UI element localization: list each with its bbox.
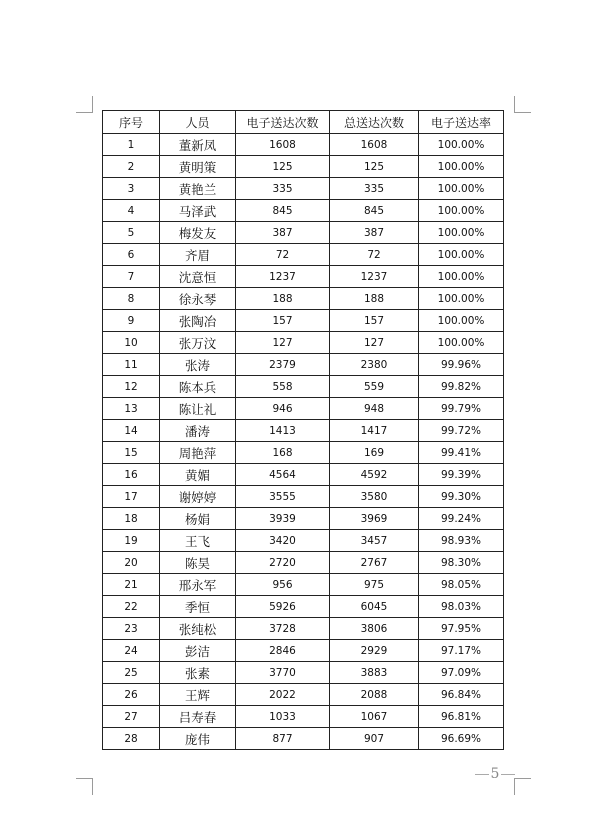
table-row: [103, 310, 504, 332]
table-row: [103, 530, 504, 552]
cell-person: 张素: [160, 662, 236, 684]
cell-total-count: 559: [330, 376, 419, 398]
table-row: [103, 640, 504, 662]
cell-electronic-count: 3555: [236, 486, 330, 508]
cell-total-count: 125: [330, 156, 419, 178]
cell-total-count: 72: [330, 244, 419, 266]
cell-total-count: 3580: [330, 486, 419, 508]
table-row: [103, 574, 504, 596]
cell-electronic-count: 72: [236, 244, 330, 266]
cell-electronic-count: 2846: [236, 640, 330, 662]
cell-index: 13: [103, 398, 160, 420]
cell-electronic-rate: 99.39%: [419, 464, 504, 486]
cell-total-count: 845: [330, 200, 419, 222]
cell-index: 6: [103, 244, 160, 266]
cell-electronic-count: 1237: [236, 266, 330, 288]
cell-electronic-rate: 97.17%: [419, 640, 504, 662]
cell-index: 22: [103, 596, 160, 618]
table-row: [103, 618, 504, 640]
header-total-count: 总送达次数: [330, 111, 419, 134]
cell-electronic-count: 877: [236, 728, 330, 750]
cell-person: 庞伟: [160, 728, 236, 750]
cell-total-count: 2088: [330, 684, 419, 706]
cell-electronic-count: 956: [236, 574, 330, 596]
table-row: [103, 684, 504, 706]
cell-electronic-rate: 96.81%: [419, 706, 504, 728]
cell-total-count: 3806: [330, 618, 419, 640]
cell-total-count: 1608: [330, 134, 419, 156]
cell-index: 12: [103, 376, 160, 398]
table-row: [103, 134, 504, 156]
table-row: [103, 486, 504, 508]
cell-person: 陈昊: [160, 552, 236, 574]
cell-electronic-count: 4564: [236, 464, 330, 486]
cell-index: 18: [103, 508, 160, 530]
cell-index: 1: [103, 134, 160, 156]
cell-person: 沈意恒: [160, 266, 236, 288]
cell-person: 陈让礼: [160, 398, 236, 420]
table-row: [103, 420, 504, 442]
table-row: [103, 178, 504, 200]
cell-electronic-count: 2720: [236, 552, 330, 574]
cell-person: 张涛: [160, 354, 236, 376]
cell-index: 5: [103, 222, 160, 244]
table-row: [103, 156, 504, 178]
cell-person: 杨娟: [160, 508, 236, 530]
header-electronic-count: 电子送达次数: [236, 111, 330, 134]
cell-electronic-rate: 99.82%: [419, 376, 504, 398]
cell-index: 23: [103, 618, 160, 640]
cell-total-count: 2767: [330, 552, 419, 574]
cell-electronic-count: 188: [236, 288, 330, 310]
cell-index: 11: [103, 354, 160, 376]
crop-mark-top-left: [76, 96, 93, 113]
cell-person: 董新凤: [160, 134, 236, 156]
cell-person: 彭洁: [160, 640, 236, 662]
cell-total-count: 2929: [330, 640, 419, 662]
cell-person: 邢永军: [160, 574, 236, 596]
cell-electronic-count: 845: [236, 200, 330, 222]
table-body: [103, 134, 504, 750]
cell-total-count: 975: [330, 574, 419, 596]
cell-electronic-rate: 96.69%: [419, 728, 504, 750]
table-row: [103, 442, 504, 464]
crop-mark-top-right: [514, 96, 531, 113]
cell-person: 齐眉: [160, 244, 236, 266]
cell-electronic-rate: 99.24%: [419, 508, 504, 530]
cell-person: 黄艳兰: [160, 178, 236, 200]
cell-person: 王辉: [160, 684, 236, 706]
cell-index: 25: [103, 662, 160, 684]
cell-electronic-count: 2379: [236, 354, 330, 376]
table-row: [103, 398, 504, 420]
cell-electronic-rate: 96.84%: [419, 684, 504, 706]
cell-index: 16: [103, 464, 160, 486]
table-row: [103, 332, 504, 354]
table-row: [103, 508, 504, 530]
cell-electronic-count: 3770: [236, 662, 330, 684]
cell-electronic-rate: 97.95%: [419, 618, 504, 640]
cell-person: 黄明策: [160, 156, 236, 178]
table-row: [103, 464, 504, 486]
cell-total-count: 907: [330, 728, 419, 750]
cell-total-count: 6045: [330, 596, 419, 618]
cell-electronic-count: 3728: [236, 618, 330, 640]
cell-person: 张万汶: [160, 332, 236, 354]
cell-electronic-count: 127: [236, 332, 330, 354]
cell-person: 徐永琴: [160, 288, 236, 310]
cell-electronic-rate: 99.79%: [419, 398, 504, 420]
cell-person: 王飞: [160, 530, 236, 552]
cell-person: 吕寿春: [160, 706, 236, 728]
table-row: [103, 244, 504, 266]
cell-electronic-rate: 98.30%: [419, 552, 504, 574]
cell-electronic-rate: 100.00%: [419, 288, 504, 310]
cell-electronic-rate: 100.00%: [419, 244, 504, 266]
cell-person: 潘涛: [160, 420, 236, 442]
table-header-row: [103, 111, 504, 134]
cell-index: 2: [103, 156, 160, 178]
cell-index: 24: [103, 640, 160, 662]
cell-index: 14: [103, 420, 160, 442]
cell-person: 季恒: [160, 596, 236, 618]
cell-index: 17: [103, 486, 160, 508]
cell-electronic-count: 1608: [236, 134, 330, 156]
cell-person: 黄媚: [160, 464, 236, 486]
cell-person: 梅发友: [160, 222, 236, 244]
cell-electronic-rate: 98.03%: [419, 596, 504, 618]
cell-index: 19: [103, 530, 160, 552]
header-electronic-rate: 电子送达率: [419, 111, 504, 134]
cell-total-count: 2380: [330, 354, 419, 376]
cell-electronic-rate: 100.00%: [419, 266, 504, 288]
cell-index: 8: [103, 288, 160, 310]
cell-electronic-rate: 100.00%: [419, 332, 504, 354]
cell-electronic-rate: 99.30%: [419, 486, 504, 508]
cell-person: 周艳萍: [160, 442, 236, 464]
table-row: [103, 288, 504, 310]
cell-person: 张陶冶: [160, 310, 236, 332]
cell-total-count: 335: [330, 178, 419, 200]
cell-total-count: 3969: [330, 508, 419, 530]
cell-index: 28: [103, 728, 160, 750]
cell-electronic-count: 5926: [236, 596, 330, 618]
cell-total-count: 169: [330, 442, 419, 464]
cell-electronic-rate: 100.00%: [419, 134, 504, 156]
cell-index: 20: [103, 552, 160, 574]
cell-electronic-count: 125: [236, 156, 330, 178]
cell-electronic-count: 3420: [236, 530, 330, 552]
page-number-text: 5: [490, 766, 500, 782]
cell-total-count: 3457: [330, 530, 419, 552]
cell-electronic-count: 946: [236, 398, 330, 420]
cell-electronic-rate: 98.93%: [419, 530, 504, 552]
cell-person: 张纯松: [160, 618, 236, 640]
table-row: [103, 376, 504, 398]
cell-electronic-count: 387: [236, 222, 330, 244]
delivery-rate-table: [102, 110, 504, 750]
cell-index: 15: [103, 442, 160, 464]
cell-index: 21: [103, 574, 160, 596]
cell-electronic-rate: 100.00%: [419, 178, 504, 200]
cell-electronic-count: 157: [236, 310, 330, 332]
cell-electronic-count: 2022: [236, 684, 330, 706]
table-row: [103, 552, 504, 574]
cell-index: 27: [103, 706, 160, 728]
cell-electronic-rate: 97.09%: [419, 662, 504, 684]
cell-electronic-rate: 99.72%: [419, 420, 504, 442]
cell-total-count: 4592: [330, 464, 419, 486]
cell-electronic-count: 1033: [236, 706, 330, 728]
cell-total-count: 157: [330, 310, 419, 332]
page-number-dash-left: [475, 774, 489, 775]
cell-total-count: 127: [330, 332, 419, 354]
cell-index: 10: [103, 332, 160, 354]
crop-mark-bottom-left: [76, 778, 93, 795]
table-row: [103, 728, 504, 750]
cell-electronic-rate: 99.96%: [419, 354, 504, 376]
table-row: [103, 200, 504, 222]
table-row: [103, 706, 504, 728]
cell-electronic-count: 168: [236, 442, 330, 464]
cell-electronic-count: 1413: [236, 420, 330, 442]
cell-electronic-rate: 99.41%: [419, 442, 504, 464]
table-row: [103, 266, 504, 288]
cell-index: 7: [103, 266, 160, 288]
cell-total-count: 188: [330, 288, 419, 310]
cell-index: 9: [103, 310, 160, 332]
header-index: 序号: [103, 111, 160, 134]
cell-electronic-rate: 100.00%: [419, 310, 504, 332]
cell-index: 4: [103, 200, 160, 222]
table-row: [103, 354, 504, 376]
cell-electronic-count: 335: [236, 178, 330, 200]
cell-total-count: 387: [330, 222, 419, 244]
cell-index: 26: [103, 684, 160, 706]
cell-electronic-rate: 98.05%: [419, 574, 504, 596]
page-number-dash-right: [501, 774, 515, 775]
cell-person: 谢婷婷: [160, 486, 236, 508]
cell-electronic-count: 3939: [236, 508, 330, 530]
cell-electronic-rate: 100.00%: [419, 156, 504, 178]
header-person: 人员: [160, 111, 236, 134]
cell-total-count: 1067: [330, 706, 419, 728]
page-number: [470, 766, 520, 782]
cell-index: 3: [103, 178, 160, 200]
cell-total-count: 1237: [330, 266, 419, 288]
cell-total-count: 1417: [330, 420, 419, 442]
cell-person: 马泽武: [160, 200, 236, 222]
cell-total-count: 3883: [330, 662, 419, 684]
cell-total-count: 948: [330, 398, 419, 420]
cell-electronic-rate: 100.00%: [419, 222, 504, 244]
table-row: [103, 596, 504, 618]
table-row: [103, 662, 504, 684]
cell-electronic-rate: 100.00%: [419, 200, 504, 222]
cell-electronic-count: 558: [236, 376, 330, 398]
cell-person: 陈本兵: [160, 376, 236, 398]
table-row: [103, 222, 504, 244]
